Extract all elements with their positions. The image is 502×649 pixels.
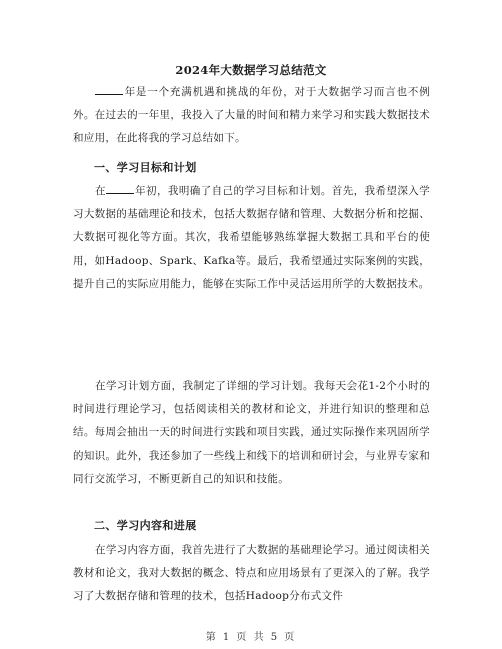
intro-paragraph xyxy=(73,81,430,151)
section-heading-goals: 一、学习目标和计划 xyxy=(94,161,197,174)
document-title: 2024年大数据学习总结范文 xyxy=(175,63,327,77)
goals-paragraph-2: 在学习计划方面，我制定了详细的学习计划。我每天会花1-2个小时的时间进行理论学习，包括阅读相关的教材和论文，并进行知识的整理和总结。每周会抽出一天的时间进行实践和项目实践，通过实际操作来巩固所学的知识。此外，我还参加了一些线上和线下的培训和研讨会，与业界专家和同行交流学习，不断更新自己的知识和技能。 xyxy=(73,380,430,485)
intro-text: 年是一个充满机遇和挑战的年份，对于大数据学习而言也不例外。在过去的一年里，我投入了大量的时间和精力来学习和实践大数据技术和应用，在此将我的学习总结如下。 xyxy=(73,86,430,145)
content-paragraph-1: 在学习内容方面，我首先进行了大数据的基础理论学习。通过阅读相关教材和论文，我对大数据的概念、特点和应用场景有了更深入的了解。我学习了大数据存储和管理的技术，包括Hadoop分布式文件 xyxy=(73,544,430,603)
blank-underline xyxy=(95,84,123,95)
goals-paragraph-1-prefix: 在 xyxy=(95,185,106,197)
section-heading-content: 二、学习内容和进展 xyxy=(94,519,197,532)
blank-underline xyxy=(106,183,134,194)
page-footer: 第 1 页 共 5 页 xyxy=(205,632,297,643)
goals-paragraph-1-text: 年初，我明确了自己的学习目标和计划。首先，我希望深入学习大数据的基础理论和技术，包括大数据存储和管理、大数据分析和挖掘、大数据可视化等方面。其次，我希望能够熟练掌握大数据工具和平台的使用，如Hadoop、Spark、Kafka等。最后，我希望通过实际案例的实践，提升自己的实际应用能力，能够在实际工作中灵活运用所学的大数据技术。 xyxy=(73,185,430,290)
goals-paragraph-1 xyxy=(73,180,430,296)
